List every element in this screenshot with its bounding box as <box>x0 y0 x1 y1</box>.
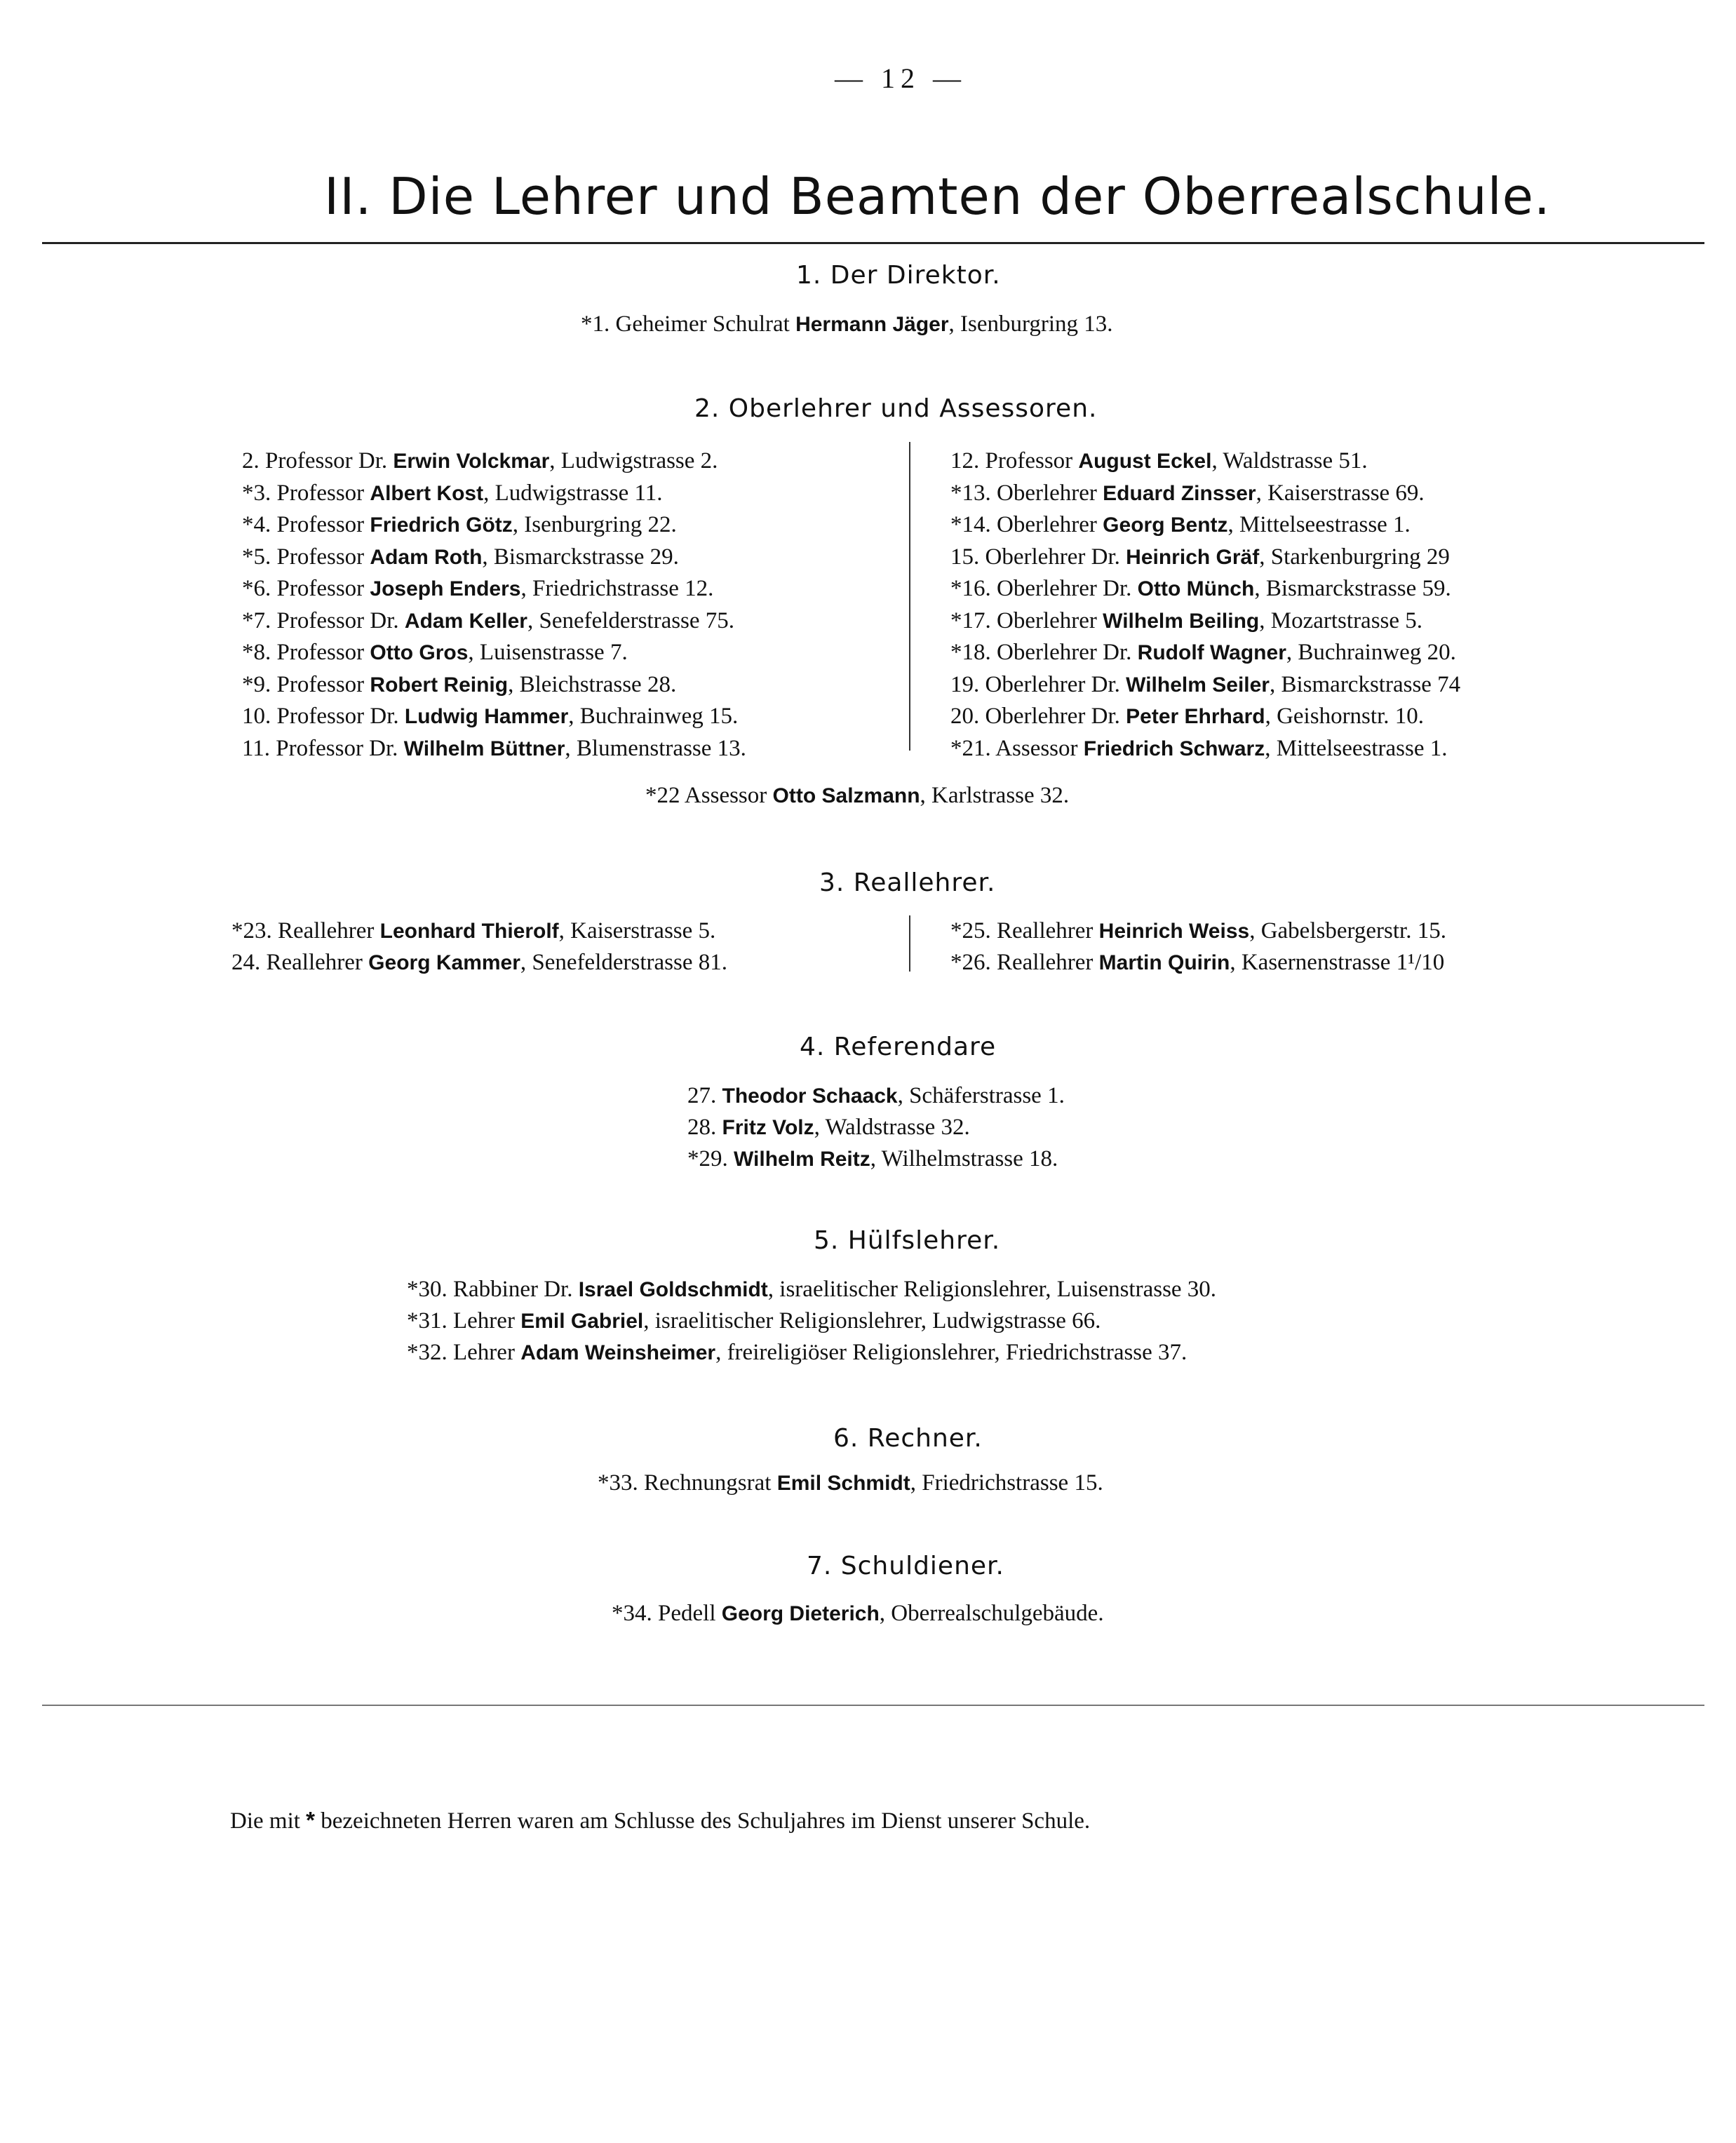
entry-suffix: , Kasernenstrasse 1¹/10 <box>1230 950 1445 975</box>
entry-suffix: , Senefelderstrasse 75. <box>527 607 735 633</box>
entry-name: Peter Ehrhard <box>1126 705 1265 728</box>
list-item <box>242 733 746 765</box>
entry-prefix: *1. Geheimer Schulrat <box>581 311 796 337</box>
entry-rechner <box>598 1467 1103 1499</box>
entry-prefix: *25. Reallehrer <box>950 918 1099 943</box>
entry-prefix: *29. <box>687 1146 734 1171</box>
entry-prefix: 28. <box>687 1115 722 1140</box>
section-heading-direktor: 1. Der Direktor. <box>796 261 1001 290</box>
entry-prefix: 20. Oberlehrer Dr. <box>950 704 1126 729</box>
entry-assessor-22 <box>645 780 1069 812</box>
footer-text: bezeichneten Herren waren am Schlusse des Schuljahres im Dienst unserer Schule. <box>315 1808 1091 1834</box>
entry-name: Hermann Jäger <box>795 313 949 336</box>
entry-suffix: , freireligiöser Religionslehrer, Friedrichstrasse 37. <box>715 1340 1187 1365</box>
section-heading-huelfslehrer: 5. Hülfslehrer. <box>814 1226 1001 1255</box>
section-heading-referendare: 4. Referendare <box>800 1033 997 1061</box>
entry-prefix: *16. Oberlehrer Dr. <box>950 576 1138 601</box>
entry-suffix: , Friedrichstrasse 12. <box>520 576 714 601</box>
list-item <box>242 509 746 542</box>
entry-prefix: *23. Reallehrer <box>231 918 380 943</box>
list-item <box>242 637 746 669</box>
entry-name: Israel Goldschmidt <box>578 1278 768 1301</box>
footer-star: * <box>306 1807 315 1833</box>
list-item <box>950 701 1460 733</box>
entry-name: Wilhelm Reitz <box>734 1148 870 1171</box>
entry-name: Otto Münch <box>1137 577 1255 600</box>
entry-prefix: 19. Oberlehrer Dr. <box>950 671 1126 697</box>
entry-prefix: 12. Professor <box>950 448 1079 473</box>
top-rule <box>42 242 1704 244</box>
entry-name: Otto Salzmann <box>772 784 920 807</box>
entry-suffix: , Senefelderstrasse 81. <box>520 950 727 975</box>
list-item <box>950 509 1460 542</box>
list-item <box>407 1305 1216 1337</box>
entry-name: Rudolf Wagner <box>1137 641 1286 664</box>
entry-suffix: , Buchrainweg 20. <box>1286 640 1456 665</box>
entry-suffix: , Schäferstrasse 1. <box>897 1083 1065 1108</box>
entry-suffix: , Bleichstrasse 28. <box>508 671 677 697</box>
entry-suffix: , Waldstrasse 32. <box>814 1115 970 1140</box>
entry-name: Otto Gros <box>370 641 469 664</box>
footer-note <box>230 1807 1090 1834</box>
entry-prefix: 27. <box>687 1083 722 1108</box>
entry-name: Emil Gabriel <box>520 1310 644 1333</box>
list-item <box>687 1143 1065 1175</box>
oberlehrer-left-column <box>242 445 746 765</box>
entry-suffix: , Buchrainweg 15. <box>568 704 739 729</box>
entry-prefix: *21. Assessor <box>950 735 1084 761</box>
entry-name: Theodor Schaack <box>722 1084 898 1108</box>
page-title: II. Die Lehrer und Beamten der Oberrealschule. <box>324 167 1551 226</box>
entry-prefix: *3. Professor <box>242 480 370 506</box>
footer-prefix: Die mit <box>230 1808 307 1834</box>
entry-prefix: *26. Reallehrer <box>950 950 1099 975</box>
entry-suffix: , Ludwigstrasse 11. <box>483 480 663 506</box>
section-heading-reallehrer: 3. Reallehrer. <box>819 868 996 897</box>
page-number: — 12 — <box>835 62 967 94</box>
entry-name: Wilhelm Büttner <box>403 737 565 760</box>
entry-suffix: , Kaiserstrasse 69. <box>1256 480 1425 506</box>
entry-suffix: , Luisenstrasse 7. <box>468 640 628 665</box>
entry-prefix: *30. Rabbiner Dr. <box>407 1277 579 1302</box>
entry-suffix: , Bismarckstrasse 29. <box>482 544 679 570</box>
entry-suffix: , Bismarckstrasse 74 <box>1269 671 1461 697</box>
list-item <box>242 478 746 510</box>
entry-prefix: *34. Pedell <box>612 1601 722 1626</box>
list-item <box>950 445 1460 478</box>
list-item <box>231 915 727 947</box>
entry-suffix: , israelitischer Religionslehrer, Luisenstrasse 30. <box>767 1277 1217 1302</box>
entry-schuldiener <box>612 1598 1104 1630</box>
entry-suffix: , Geishornstr. 10. <box>1265 704 1424 729</box>
entry-prefix: *18. Oberlehrer Dr. <box>950 640 1138 665</box>
entry-name: Robert Reinig <box>370 673 509 697</box>
section-heading-rechner: 6. Rechner. <box>833 1424 983 1453</box>
entry-prefix: *31. Lehrer <box>407 1308 521 1334</box>
list-item <box>407 1274 1216 1305</box>
entry-suffix: , Mittelseestrasse 1. <box>1227 512 1411 537</box>
column-divider <box>909 442 910 751</box>
entry-name: Heinrich Gräf <box>1126 545 1260 569</box>
entry-suffix: , Blumenstrasse 13. <box>565 735 746 761</box>
list-item <box>950 915 1446 947</box>
reallehrer-left-column <box>231 915 727 979</box>
entry-prefix: *8. Professor <box>242 640 370 665</box>
entry-name: Georg Kammer <box>368 951 520 974</box>
column-divider <box>909 915 910 972</box>
entry-name: Wilhelm Beiling <box>1103 609 1260 633</box>
entry-prefix: 11. Professor Dr. <box>242 735 404 761</box>
entry-suffix: , Ludwigstrasse 2. <box>549 448 718 473</box>
entry-name: Wilhelm Seiler <box>1126 673 1270 697</box>
entry-name: Emil Schmidt <box>776 1472 910 1495</box>
entry-suffix: , Karlstrasse 32. <box>920 783 1070 808</box>
entry-name: Adam Keller <box>404 609 527 633</box>
entry-name: Erwin Volckmar <box>393 450 550 473</box>
entry-name: Eduard Zinsser <box>1103 481 1256 505</box>
list-item <box>950 669 1460 701</box>
referendare-list <box>687 1080 1065 1175</box>
entry-suffix: , Friedrichstrasse 15. <box>910 1470 1103 1496</box>
entry-prefix: *13. Oberlehrer <box>950 480 1103 506</box>
entry-suffix: , Mozartstrasse 5. <box>1259 607 1423 633</box>
entry-suffix: , Gabelsbergerstr. 15. <box>1249 918 1446 943</box>
entry-prefix: 2. Professor Dr. <box>242 448 393 473</box>
entry-suffix: , Isenburgring 22. <box>512 512 677 537</box>
entry-prefix: *14. Oberlehrer <box>950 512 1103 537</box>
entry-name: Friedrich Götz <box>370 513 513 537</box>
oberlehrer-right-column <box>950 445 1460 765</box>
entry-name: Leonhard Thierolf <box>379 920 559 943</box>
huelfslehrer-list <box>407 1274 1216 1369</box>
entry-suffix: , Bismarckstrasse 59. <box>1254 576 1451 601</box>
entry-name: Heinrich Weiss <box>1098 920 1250 943</box>
section-heading-oberlehrer: 2. Oberlehrer und Assessoren. <box>694 394 1098 423</box>
entry-prefix: 10. Professor Dr. <box>242 704 405 729</box>
entry-name: Adam Roth <box>370 545 483 569</box>
entry-name: Friedrich Schwarz <box>1083 737 1265 760</box>
list-item <box>242 445 746 478</box>
list-item <box>242 542 746 574</box>
entry-prefix: *22 Assessor <box>645 783 773 808</box>
list-item <box>242 605 746 638</box>
list-item <box>407 1337 1216 1369</box>
entry-name: August Eckel <box>1078 450 1212 473</box>
entry-prefix: 15. Oberlehrer Dr. <box>950 544 1126 570</box>
list-item <box>950 573 1460 605</box>
entry-prefix: *4. Professor <box>242 512 370 537</box>
entry-name: Albert Kost <box>370 481 484 505</box>
list-item <box>950 637 1460 669</box>
list-item <box>950 947 1446 979</box>
entry-prefix: *9. Professor <box>242 671 370 697</box>
entry-name: Adam Weinsheimer <box>520 1341 716 1364</box>
entry-name: Georg Bentz <box>1103 513 1228 537</box>
entry-prefix: *17. Oberlehrer <box>950 607 1103 633</box>
entry-suffix: , Kaiserstrasse 5. <box>558 918 716 943</box>
list-item <box>950 605 1460 638</box>
entry-suffix: , Wilhelmstrasse 18. <box>870 1146 1058 1171</box>
list-item <box>242 669 746 701</box>
list-item <box>950 542 1460 574</box>
entry-suffix: , Waldstrasse 51. <box>1211 448 1368 473</box>
entry-name: Fritz Volz <box>722 1116 814 1139</box>
entry-prefix: 24. Reallehrer <box>231 950 369 975</box>
entry-name: Georg Dieterich <box>721 1602 880 1625</box>
entry-prefix: *5. Professor <box>242 544 370 570</box>
entry-suffix: , israelitischer Religionslehrer, Ludwigstrasse 66. <box>643 1308 1101 1334</box>
entry-suffix: , Isenburgring 13. <box>948 311 1113 337</box>
reallehrer-right-column <box>950 915 1446 979</box>
entry-name: Martin Quirin <box>1098 951 1230 974</box>
list-item <box>242 573 746 605</box>
list-item <box>242 701 746 733</box>
list-item <box>950 478 1460 510</box>
bottom-rule <box>42 1705 1704 1706</box>
entry-prefix: *6. Professor <box>242 576 370 601</box>
list-item <box>687 1112 1065 1143</box>
list-item <box>687 1080 1065 1112</box>
entry-suffix: , Oberrealschulgebäude. <box>879 1601 1104 1626</box>
entry-name: Ludwig Hammer <box>404 705 569 728</box>
entry-direktor <box>581 309 1113 340</box>
entry-name: Joseph Enders <box>370 577 521 600</box>
entry-prefix: *33. Rechnungsrat <box>598 1470 777 1496</box>
entry-suffix: , Mittelseestrasse 1. <box>1265 735 1448 761</box>
entry-suffix: , Starkenburgring 29 <box>1259 544 1450 570</box>
entry-prefix: *32. Lehrer <box>407 1340 521 1365</box>
list-item <box>231 947 727 979</box>
list-item <box>950 733 1460 765</box>
entry-prefix: *7. Professor Dr. <box>242 607 405 633</box>
section-heading-schuldiener: 7. Schuldiener. <box>807 1552 1004 1580</box>
